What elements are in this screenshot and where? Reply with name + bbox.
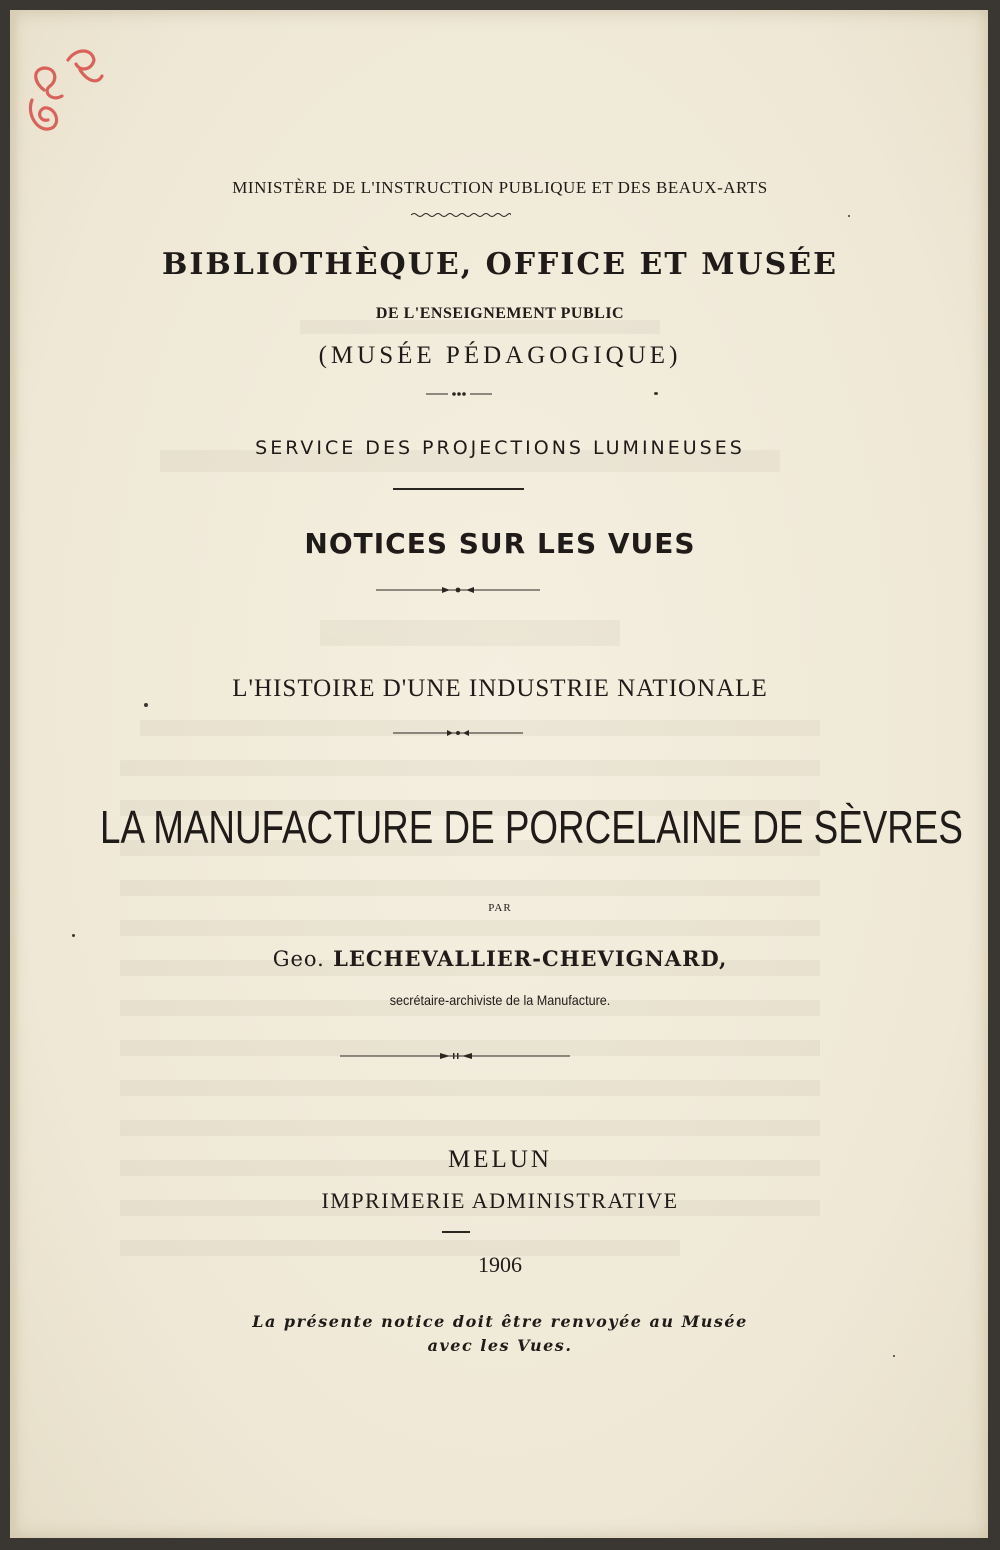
author-name	[0, 946, 1000, 971]
notices-heading: NOTICES SUR LES VUES	[304, 527, 696, 560]
return-notice-line-1: La présente notice doit être renvoyée au Musée	[252, 1312, 748, 1331]
ornament-divider	[426, 389, 492, 399]
institution-title: BIBLIOTHÈQUE, OFFICE ET MUSÉE	[162, 247, 838, 282]
imprint-year: 1906	[478, 1252, 522, 1277]
return-notice-line-2: avec les Vues.	[427, 1336, 573, 1355]
ministry-line: MINISTÈRE DE L'INSTRUCTION PUBLIQUE ET DES BEAUX-ARTS	[232, 178, 768, 197]
author-prefix: Geo.	[272, 947, 325, 971]
paper-speck	[144, 703, 148, 707]
series-title: L'HISTOIRE D'UNE INDUSTRIE NATIONALE	[232, 675, 768, 702]
handwritten-number-mark	[22, 42, 112, 142]
author-surname: LECHEVALLIER-CHEVIGNARD,	[333, 946, 728, 971]
by-label: PAR	[488, 902, 512, 914]
short-rule	[393, 488, 524, 490]
main-title: LA MANUFACTURE DE PORCELAINE DE SÈVRES	[100, 801, 963, 853]
short-rule	[442, 1231, 470, 1233]
paper-speck	[893, 1355, 895, 1357]
ornament-divider	[376, 584, 540, 596]
paper-speck	[654, 392, 658, 395]
imprint-printer: IMPRIMERIE ADMINISTRATIVE	[321, 1188, 679, 1213]
page-edge-shadow	[10, 10, 20, 1538]
wavy-divider	[411, 210, 511, 220]
ornament-divider	[340, 1050, 570, 1062]
author-role: secrétaire-archiviste de la Manufacture.	[389, 992, 611, 1008]
handwritten-annotation	[22, 42, 112, 142]
service-name: SERVICE DES PROJECTIONS LUMINEUSES	[255, 437, 745, 459]
ornament-divider	[393, 727, 523, 739]
imprint-city: MELUN	[448, 1146, 552, 1173]
museum-name: (MUSÉE PÉDAGOGIQUE)	[318, 342, 682, 369]
paper-speck	[848, 215, 850, 217]
document-page	[10, 10, 988, 1538]
institution-subtitle: DE L'ENSEIGNEMENT PUBLIC	[375, 305, 625, 322]
paper-speck	[72, 934, 75, 937]
